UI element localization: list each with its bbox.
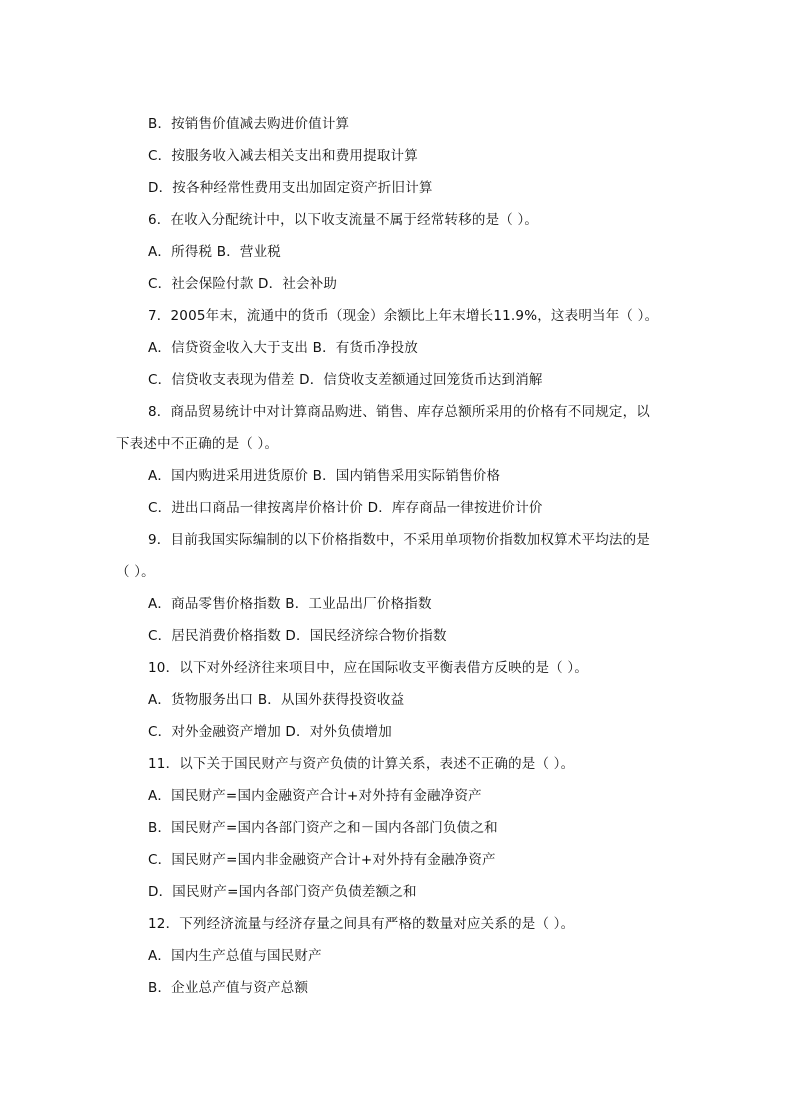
question-line: 6．在收入分配统计中，以下收支流量不属于经常转移的是（ ）。 — [148, 212, 539, 228]
option-line: A．货物服务出口 B．从国外获得投资收益 — [148, 692, 405, 708]
option-line: A．国内购进采用进货原价 B．国内销售采用实际销售价格 — [148, 468, 501, 484]
question-continuation-line: （ ）。 — [116, 564, 155, 580]
option-line: A．国内生产总值与国民财产 — [148, 948, 322, 964]
option-line: C．信贷收支表现为借差 D．信贷收支差额通过回笼货币达到消解 — [148, 372, 543, 388]
option-line: B．按销售价值减去购进价值计算 — [148, 116, 350, 132]
option-line: C．按服务收入减去相关支出和费用提取计算 — [148, 148, 418, 164]
question-continuation-line: 下表述中不正确的是（ ）。 — [116, 436, 279, 452]
question-line: 10．以下对外经济往来项目中，应在国际收支平衡表借方反映的是（ ）。 — [148, 660, 589, 676]
option-line: B．企业总产值与资产总额 — [148, 980, 309, 996]
option-line: A．商品零售价格指数 B．工业品出厂价格指数 — [148, 596, 432, 612]
option-line: C．社会保险付款 D．社会补助 — [148, 276, 338, 292]
question-line: 9．目前我国实际编制的以下价格指数中，不采用单项物价指数加权算术平均法的是 — [148, 532, 650, 548]
option-line: D．国民财产=国内各部门资产负债差额之和 — [148, 884, 417, 900]
option-line: C．国民财产=国内非金融资产合计+对外持有金融净资产 — [148, 852, 496, 868]
document-body — [116, 108, 676, 1004]
option-line: B．国民财产=国内各部门资产之和－国内各部门负债之和 — [148, 820, 498, 836]
option-line: C．对外金融资产增加 D．对外负债增加 — [148, 724, 392, 740]
question-line: 8．商品贸易统计中对计算商品购进、销售、库存总额所采用的价格有不同规定，以 — [148, 404, 650, 420]
question-line: 11．以下关于国民财产与资产负债的计算关系，表述不正确的是（ ）。 — [148, 756, 575, 772]
option-line: D．按各种经常性费用支出加固定资产折旧计算 — [148, 180, 433, 196]
question-line: 12．下列经济流量与经济存量之间具有严格的数量对应关系的是（ ）。 — [148, 916, 575, 932]
option-line: C．进出口商品一律按离岸价格计价 D．库存商品一律按进价计价 — [148, 500, 543, 516]
option-line: A．信贷资金收入大于支出 B．有货币净投放 — [148, 340, 418, 356]
option-line: C．居民消费价格指数 D．国民经济综合物价指数 — [148, 628, 447, 644]
option-line: A．国民财产=国内金融资产合计+对外持有金融净资产 — [148, 788, 482, 804]
option-line: A．所得税 B．营业税 — [148, 244, 281, 260]
question-line: 7．2005年末，流通中的货币（现金）余额比上年末增长11.9%，这表明当年（ ）。 — [148, 308, 659, 324]
